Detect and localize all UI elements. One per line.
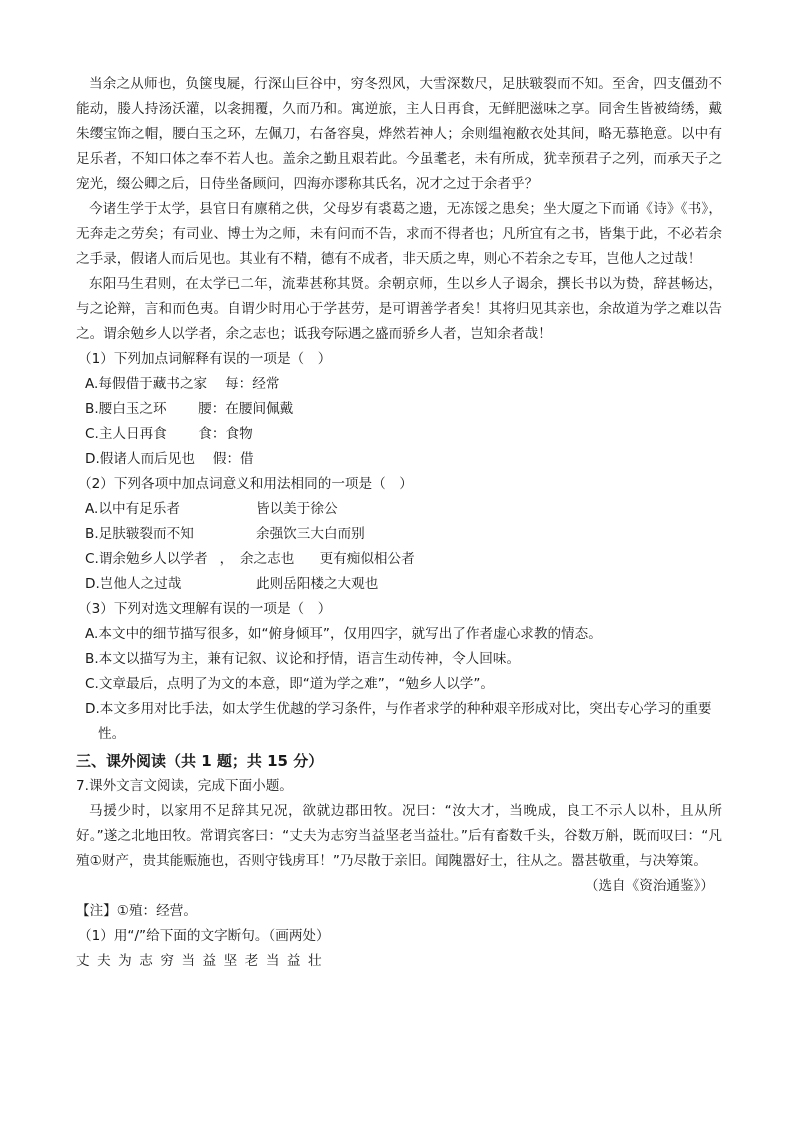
question-1-stem: （1）下列加点词解释有误的一项是（ ） — [78, 351, 332, 367]
option-d-sentence-1: D.岂他人之过哉 — [85, 576, 182, 592]
question-2-stem: （2）下列各项中加点词意义和用法相同的一项是（ ） — [78, 476, 413, 492]
question-3-stem: （3）下列对选文理解有误的一项是（ ） — [78, 601, 332, 617]
question-1-option-b: B.腰白玉之环 腰：在腰间佩戴 — [85, 401, 294, 417]
option-b-sentence-2: 余强饮三大白而别 — [256, 526, 365, 542]
passage-paragraph-1: 当余之从师也，负箧曳屣，行深山巨谷中，穷冬烈风，大雪深数尺，足肤皲裂而不知。至舍，四支僵劲不能动，媵人持汤沃灌，以衾拥覆，久而乃和。寓逆旅，主人日再食，无鲜肥滋味之享。同舍生皆被绮绣，戴朱缨宝饰之帽，腰白玉之环，左佩刀，右备容臭，烨然若神人；余则缊袍敝衣处其间，略无慕艳意。以中有足乐者，不知口体之奉不若人也。盖余之勤且艰若此。今虽耄老，未有所成，犹幸预君子之列，而承天子之宠光，缀公卿之后，日侍坐备顾问，四海亦谬称其氏名，况才之过于余者乎？ — [76, 76, 722, 192]
question-7-intro: 7.课外文言文阅读，完成下面小题。 — [76, 778, 293, 794]
page-content — [76, 72, 722, 974]
question-2-option-d — [76, 572, 722, 597]
question-1-option-c: C.主人日再食 食：食物 — [85, 426, 253, 442]
question-1-option-a: A.每假借于藏书之家 每：经常 — [85, 376, 280, 392]
question-3-option-b: B.本文以描写为主，兼有记叙、议论和抒情，语言生动传神，令人回味。 — [85, 651, 521, 667]
passage-paragraph-3: 东阳马生君则，在太学已二年，流辈甚称其贤。余朝京师，生以乡人子谒余，撰长书以为贽，辞甚畅达，与之论辩，言和而色夷。自谓少时用心于学甚劳，是可谓善学者矣！其将归见其亲也，余故道为学之难以告之。谓余勉乡人以学者，余之志也；诋我夸际遇之盛而骄乡人者，岂知余者哉！ — [76, 276, 722, 342]
passage-paragraph-2: 今诸生学于太学，县官日有廪稍之供，父母岁有裘葛之遗，无冻馁之患矣；坐大厦之下而诵《诗》《书》，无奔走之劳矣；有司业、博士为之师，未有问而不告，求而不得者也；凡所宜有之书，皆集于此，不必若余之手录，假诸人而后见也。其业有不精，德有不成者，非天质之卑，则心不若余之专耳，岂他人之过哉！ — [76, 201, 722, 267]
question-3-option-d: D.本文多用对比手法，如太学生优越的学习条件，与作者求学的种种艰辛形成对比，突出专心学习的重要性。 — [85, 701, 712, 742]
question-2-option-b — [76, 522, 722, 547]
question-3-option-a: A.本文中的细节描写很多，如“俯身倾耳”，仅用四字，就写出了作者虚心求教的情态。 — [85, 626, 602, 642]
question-7-1-stem: （1）用“/”给下面的文字断句。（画两处） — [78, 928, 330, 944]
option-a-sentence-2: 皆以美于徐公 — [256, 501, 338, 517]
question-3-option-c: C.文章最后，点明了为文的本意，即“道为学之难”，“勉乡人以学”。 — [85, 676, 495, 692]
question-2-option-c — [76, 547, 722, 572]
question-1-option-d: D.假诸人而后见也 假：借 — [85, 451, 254, 467]
option-c-sentence-1-tail: ， 余之志也 — [219, 551, 295, 567]
question-2-option-a — [76, 497, 722, 522]
option-d-sentence-2: 此则岳阳楼之大观也 — [256, 576, 379, 592]
sentence-to-punctuate: 丈夫为志穷当益坚老当益壮 — [76, 953, 330, 969]
option-c-sentence-1: C.谓余勉乡人以学者 — [85, 551, 208, 567]
annotation-note: 【注】①殖：经营。 — [76, 903, 197, 919]
option-b-sentence-1: B.足肤皲裂而不知 — [85, 526, 194, 542]
option-a-sentence-1: A.以中有足乐者 — [85, 501, 180, 517]
extracurricular-passage: 马援少时，以家用不足辞其兄况，欲就边郡田牧。况曰：“汝大才，当晚成，良工不示人以朴，且从所好。”遂之北地田牧。常谓宾客曰：“丈夫为志穷当益坚老当益壮。”后有畜数千头，谷数万斛，既而叹曰：“凡殖①财产，贵其能赈施也，否则守钱虏耳！”乃尽散于亲旧。闻隗嚣好士，往从之。嚣甚敬重，与决筹策。 — [76, 803, 722, 869]
option-c-sentence-2: 更有痴似相公者 — [319, 551, 415, 567]
passage-source: （选自《资治通鉴》） — [584, 878, 714, 894]
section-3-title: 三、课外阅读（共 1 题；共 15 分） — [76, 752, 324, 770]
